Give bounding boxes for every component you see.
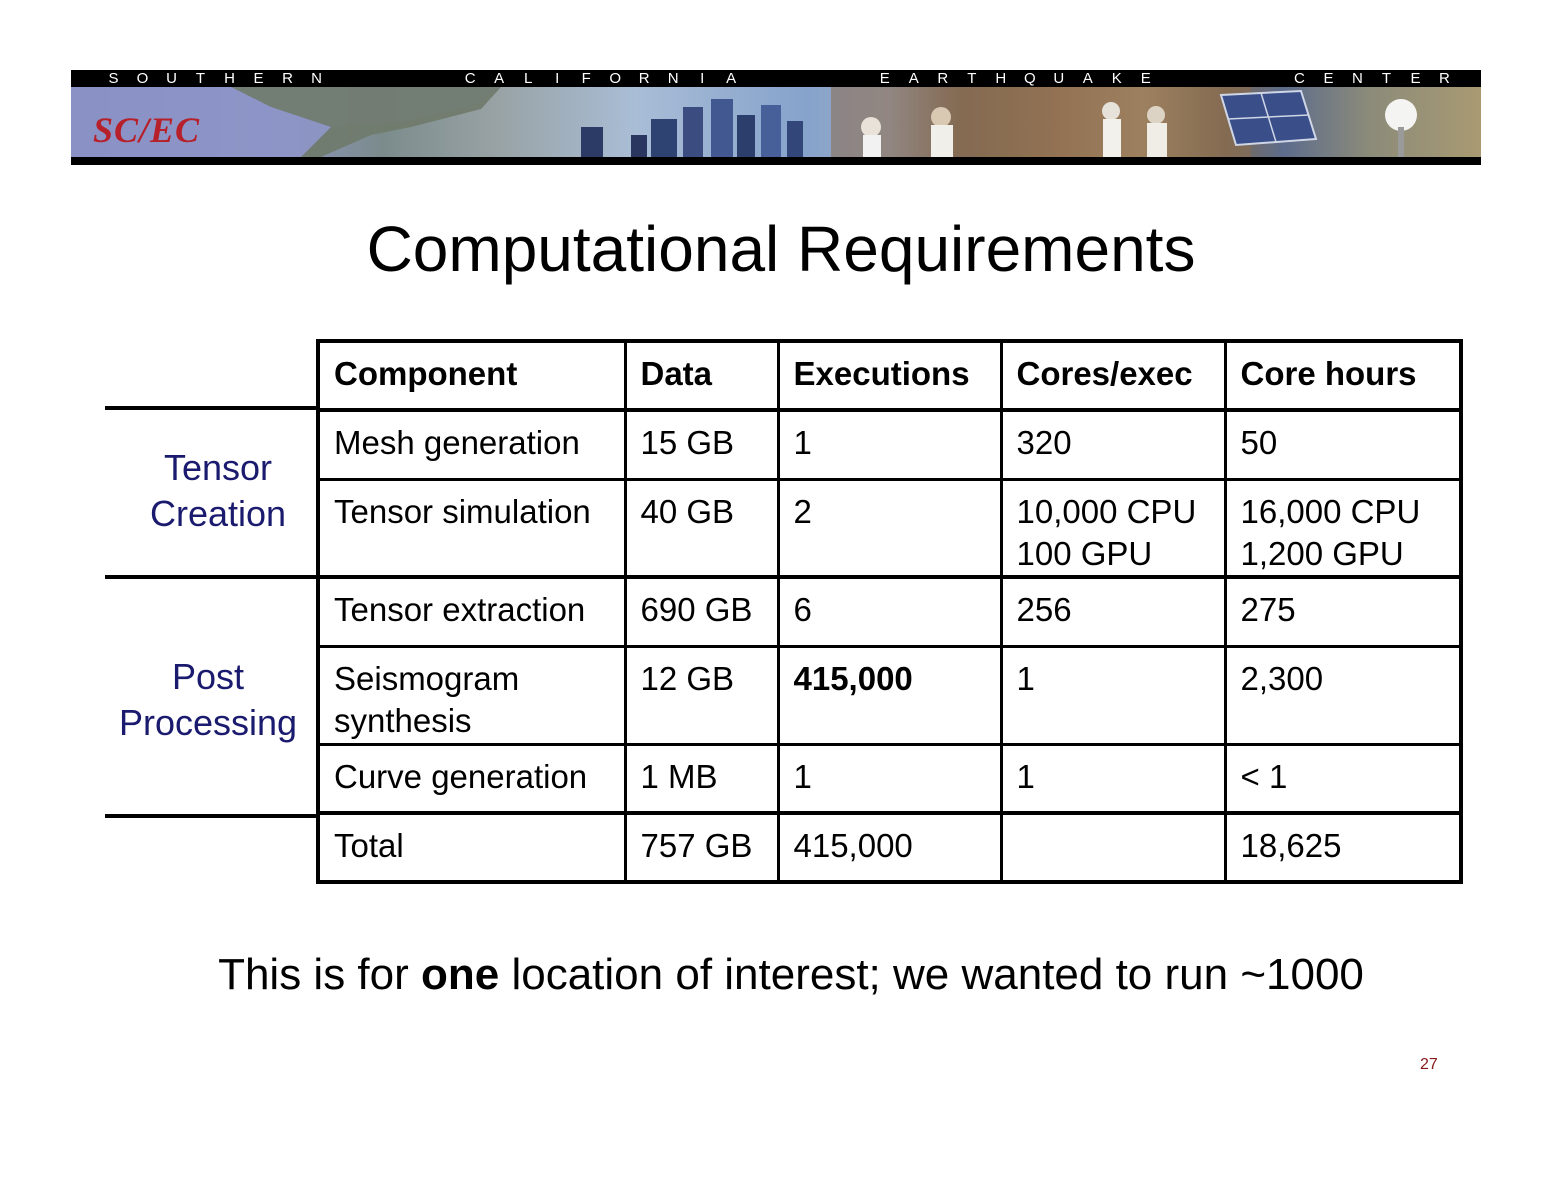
cell-core-hours: < 1	[1225, 744, 1461, 813]
cell-component: Tensor extraction	[318, 577, 625, 646]
banner-photo-collage	[71, 87, 1481, 157]
group-label-post-processing: Post Processing	[118, 656, 298, 743]
cell-component: Curve generation	[318, 744, 625, 813]
cell-executions: 415,000	[778, 813, 1001, 882]
cell-component: Total	[318, 813, 625, 882]
cell-executions: 6	[778, 577, 1001, 646]
banner-word-center: C E N T E R	[1294, 70, 1450, 87]
cell-executions: 415,000	[778, 646, 1001, 744]
table-row	[318, 479, 1461, 577]
page-number: 27	[1420, 1056, 1438, 1073]
cell-core-hours: 50	[1225, 410, 1461, 479]
cell-component: Mesh generation	[318, 410, 625, 479]
cell-cores-exec	[1001, 813, 1225, 882]
cell-core-hours: 2,300	[1225, 646, 1461, 744]
banner-word-southern: S O U T H E R N	[108, 70, 322, 87]
table-row	[318, 646, 1461, 744]
header-component: Component	[318, 341, 625, 410]
group-divider-middle	[105, 575, 317, 579]
table-header-row	[318, 341, 1461, 410]
cell-data: 757 GB	[625, 813, 778, 882]
cell-cores-exec: 1	[1001, 744, 1225, 813]
cell-component: Seismogram synthesis	[318, 646, 625, 744]
cell-data: 15 GB	[625, 410, 778, 479]
header-data: Data	[625, 341, 778, 410]
group-label-tensor-creation: Tensor Creation	[149, 447, 287, 534]
cell-data: 1 MB	[625, 744, 778, 813]
cell-core-hours: 18,625	[1225, 813, 1461, 882]
cell-component: Tensor simulation	[318, 479, 625, 577]
scec-logo: SC/EC	[93, 110, 201, 150]
cell-executions: 1	[778, 744, 1001, 813]
cell-executions: 2	[778, 479, 1001, 577]
cell-data: 12 GB	[625, 646, 778, 744]
group-divider-top	[105, 406, 317, 410]
cell-cores-exec: 10,000 CPU 100 GPU	[1001, 479, 1225, 577]
banner-word-california: C A L I F O R N I A	[464, 70, 737, 87]
header-executions: Executions	[778, 341, 1001, 410]
header-cores-exec: Cores/exec	[1001, 341, 1225, 410]
footnote-emphasis: one	[421, 950, 500, 999]
cell-cores-exec: 1	[1001, 646, 1225, 744]
cell-cores-exec: 256	[1001, 577, 1225, 646]
group-divider-bottom	[105, 814, 317, 818]
cell-core-hours: 16,000 CPU 1,200 GPU	[1225, 479, 1461, 577]
slide-title: Computational Requirements	[366, 213, 1196, 285]
header-banner	[71, 70, 1481, 165]
cell-data: 40 GB	[625, 479, 778, 577]
table-row	[318, 410, 1461, 479]
table-row	[318, 744, 1461, 813]
banner-title-strip	[71, 70, 1481, 87]
table-total-row	[318, 813, 1461, 882]
cell-core-hours: 275	[1225, 577, 1461, 646]
cell-executions: 1	[778, 410, 1001, 479]
cell-data: 690 GB	[625, 577, 778, 646]
banner-word-earthquake: E A R T H Q U A K E	[879, 70, 1151, 87]
banner-bottom-rule	[71, 157, 1481, 165]
requirements-table	[316, 339, 1463, 884]
banner-scenery	[71, 87, 1481, 157]
table-row	[318, 577, 1461, 646]
header-core-hours: Core hours	[1225, 341, 1461, 410]
footnote-text: This is for one location of interest; we wanted to run ~1000	[218, 950, 1364, 999]
cell-cores-exec: 320	[1001, 410, 1225, 479]
